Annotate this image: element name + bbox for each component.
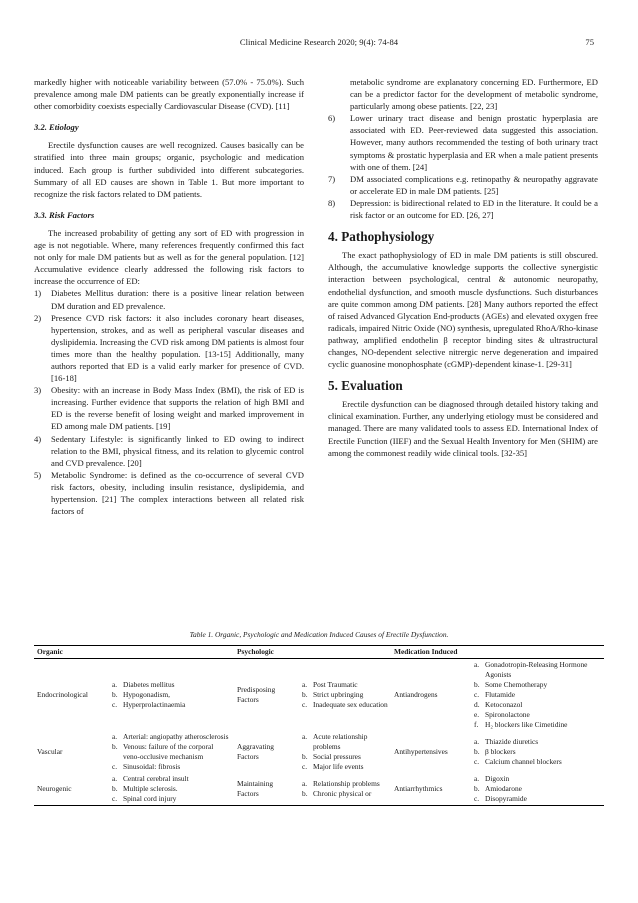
etiology-paragraph: Erectile dysfunction causes are well recognized. Causes basically can be stratified into three main groups; organic, psychologic and medication induced. Each group is further subdivided into different subcategories. Summary of all ED causes are shown in Table 1. But more important to recognize the risk factors related to DM patients. <box>34 140 304 199</box>
table-row <box>34 731 604 773</box>
etiology-heading: 3.2. Etiology <box>34 122 79 133</box>
causes-table <box>34 645 604 806</box>
list-item: 3) Obesity: with an increase in Body Mass Index (BMI), the risk of ED is increasing. Further evidence that supports the relation of high BMI and ED is the reverse benefit of losing weight and marked improvement in ED among male DM patients. [19] <box>34 385 304 432</box>
organic-category: Vascular <box>37 747 63 756</box>
organic-category: Endocrinological <box>37 690 88 699</box>
header-organic: Organic <box>34 646 234 659</box>
table-row <box>34 659 604 732</box>
risk-factors-paragraph: The increased probability of getting any sort of ED with progression in age is not negotiable. Where, many references frequently confirmed this fact not only for male DM patients but as well as for the general population. [12] Accumulative evidence clearly addressed the following risk factors to increase the occurrence of ED: <box>34 227 304 287</box>
organic-items: a. Central cerebral insult b. Multiple sclerosis. c. Spinal cord injury <box>109 773 234 806</box>
header-medication-induced: Medication Induced <box>391 646 604 659</box>
psychologic-items: a. Post Traumatic b. Strict upbringing c. Inadequate sex education <box>302 680 388 709</box>
list-item: 2) Presence CVD risk factors: it also includes coronary heart diseases, hypertension, strokes, and as well as peripheral vascular diseases and dyslipidemia. Increasing the CVD risk among DM patients is almost four times more than the healthy population. [13-15] Additionally, many authors reported that ED is a valid early marker for presence of CVD. [16-18] <box>34 312 304 384</box>
organic-category: Neurogenic <box>34 773 109 806</box>
risk-factor-list-continued <box>328 112 598 221</box>
pathophysiology-heading: 4. Pathophysiology <box>328 229 435 245</box>
list-item-continuation: metabolic syndrome are explanatory concerning ED. Furthermore, ED can be a predictor factor for the development of metabolic syndrome, particularly among obese patients. [22, 23] <box>350 77 598 112</box>
right-column <box>328 76 598 459</box>
psychologic-category: Maintaining Factors <box>234 773 299 806</box>
organic-items: a. Arterial: angiopathy atherosclerosis b. Venous: failure of the corporal veno-occlusive mechanism c. Sinusoidal: fibrosis <box>112 732 229 771</box>
list-item: 1) Diabetes Mellitus duration: there is a positive linear relation between DM duration and ED prevalence. <box>34 288 304 311</box>
table-caption: Table 1. Organic, Psychologic and Medication Induced Causes of Erectile Dysfunction. <box>189 630 449 639</box>
psychologic-category: Predisposing Factors <box>237 685 276 704</box>
page-number: 75 <box>585 37 594 47</box>
pathophysiology-paragraph: The exact pathophysiology of ED in male DM patients is still obscured. Although, the accumulative knowledge supports the collective synergistic interaction between psychological, central & autonomic neuropathy, endothelial dysfunction, and smooth muscle dysfunctions. Such disturbances are quite common among DM patients. [28] Many authors reported the effect of raised Advanced Glycation End-products (AGEs) and elevated oxygen free radicals, impaired Nitric Oxide (NO) synthesis, upregulated RhoA/Rho-kinase pathway, amplified endothelin β receptor binding sites & ultrastructural changes, NO-dependent selective nitrergic nerve degeneration and impaired cyclic guanosine monophosphate (cGMP)-dependent kinase-1. [29-31] <box>328 250 598 370</box>
list-item: 8) Depression: is bidirectional related to ED in the literature. It could be a risk factor or an outcome for ED. [26, 27] <box>328 197 598 221</box>
evaluation-paragraph: Erectile dysfunction can be diagnosed through detailed history taking and clinical examination. Further, any underlying etiology must be considered and managed. There are many validated tools to assess ED. International Index of Erectile Function (IIEF) and the Sexual Health Inventory for Men (SHIM) are among the commonest readily wide clinical tools. [32-35] <box>328 399 598 458</box>
medication-category: Antiarrhythmics <box>391 773 471 806</box>
list-item: 6) Lower urinary tract disease and benign prostatic hyperplasia are associated with ED. Peer-reviewed data suggested this association. However, many authors recommended the testing of both urinary tract symptoms & prostatic hyperplasia and ER when a male patient presents with one of them. [24] <box>328 113 598 172</box>
list-item: 7) DM associated complications e.g. retinopathy & neuropathy aggravate or accelerate ED in male DM patients. [25] <box>328 173 598 196</box>
list-item: 5) Metabolic Syndrome: is defined as the co-occurrence of several CVD risk factors, obesity, including insulin resistance, dyslipidemia, and hypertension. [21] The complex interactions between all related risk factors of <box>34 469 304 517</box>
medication-items: a. Gonadotropin-Releasing Hormone Agonists b. Some Chemotherapy c. Flutamide d. Ketoconazol e. Spironolactone f. H₂ blockers like Cimetidine <box>474 660 588 729</box>
evaluation-heading: 5. Evaluation <box>328 378 403 394</box>
table-header-row <box>34 646 604 659</box>
medication-category: Antihypertensives <box>394 747 448 756</box>
risk-factor-list <box>34 287 304 517</box>
psychologic-category: Aggravating Factors <box>237 742 274 761</box>
list-item: 4) Sedentary Lifestyle: is significantly linked to ED owing to indirect relation to the BMI, physical fitness, and its relation to glycemic control and CVD prevalence. [20] <box>34 433 304 468</box>
medication-category: Antiandrogens <box>394 690 438 699</box>
medication-items: a. Thiazide diuretics b. β blockers c. Calcium channel blockers <box>474 737 562 766</box>
psychologic-items: a. Acute relationship problems b. Social pressures c. Major life events <box>302 732 368 771</box>
table-row <box>34 773 604 806</box>
header-psychologic: Psychologic <box>234 646 391 659</box>
medication-items: a. Digoxin b. Amiodarone c. Disopyramide <box>471 773 604 806</box>
risk-factors-heading: 3.3. Risk Factors <box>34 209 95 220</box>
running-header <box>44 37 594 47</box>
left-column <box>34 76 304 517</box>
intro-paragraph: markedly higher with noticeable variability between (57.0% - 75.0%). Such prevalence among male DM patients can be greatly exponentially increase if other comorbidity coexists especially Cardiovascular Disease (CVD). [11] <box>34 77 304 112</box>
journal-citation: Clinical Medicine Research 2020; 9(4): 74-84 <box>239 37 399 47</box>
organic-items: a. Diabetes mellitus b. Hypogonadism, c. Hyperprolactinaemia <box>112 680 186 709</box>
psychologic-items: a. Relationship problems b. Chronic physical or <box>299 773 391 806</box>
